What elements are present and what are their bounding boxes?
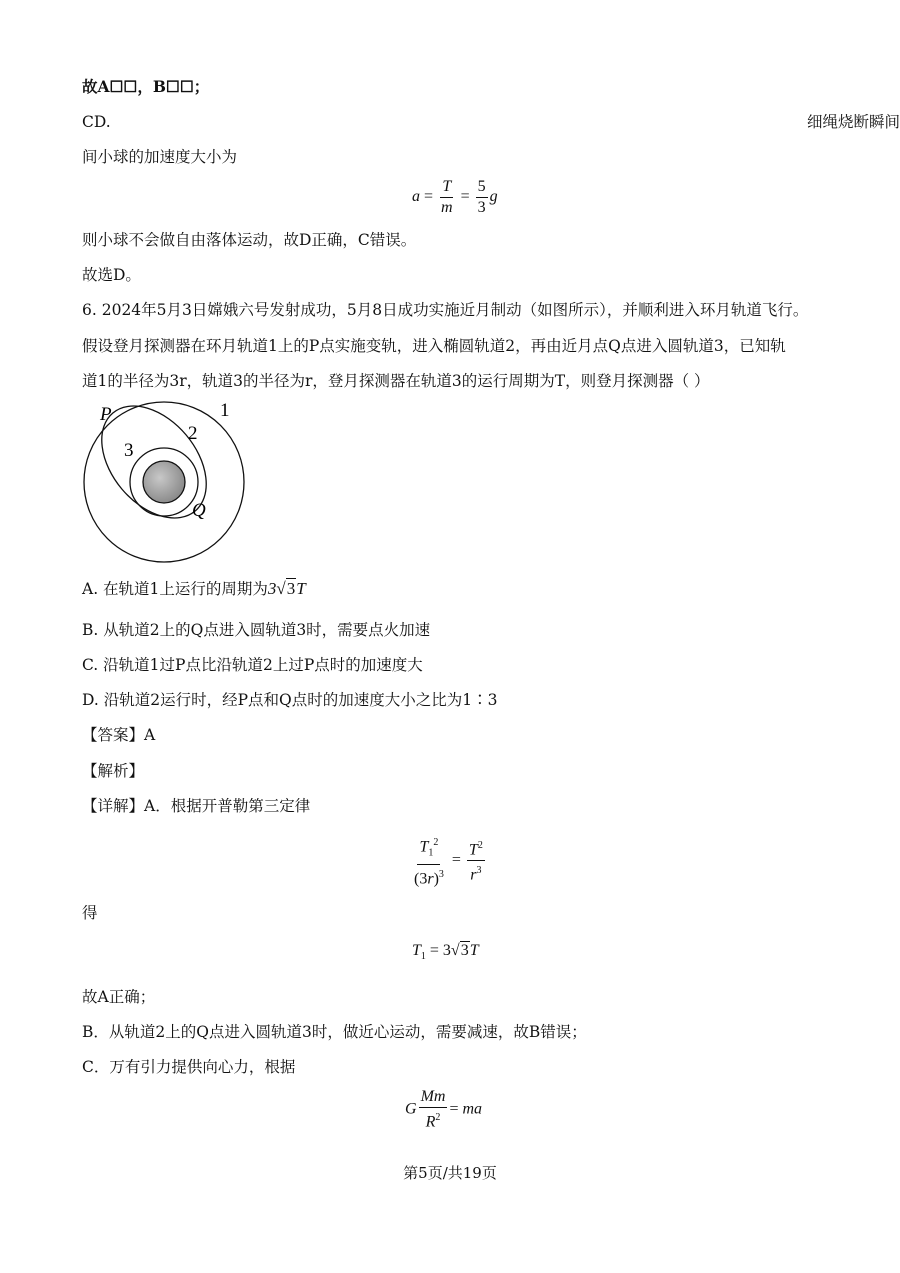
cd-explanation-cont: 间小球的加速度大小为	[82, 148, 238, 166]
explanation-c: C．万有引力提供向心力，根据	[82, 1058, 296, 1076]
option-b: B. 从轨道2上的Q点进入圆轨道3时，需要点火加速	[82, 621, 431, 639]
label-p: P	[100, 404, 112, 425]
de: 得	[82, 904, 98, 922]
label-3: 3	[124, 440, 134, 461]
option-c: C. 沿轨道1过P点比沿轨道2上过P点时的加速度大	[82, 656, 423, 674]
option-cd-label: CD.	[82, 113, 111, 131]
correct-a: 故A正确；	[82, 988, 156, 1006]
explanation-b: B．从轨道2上的Q点进入圆轨道3时，做近心运动，需要减速，故B错误；	[82, 1023, 587, 1041]
detail-a: 【详解】A．根据开普勒第三定律	[82, 797, 311, 815]
label-1: 1	[220, 400, 230, 421]
orbit-diagram	[80, 398, 260, 568]
cd-explanation-start: 细绳烧断瞬间	[806, 113, 900, 131]
formula-gravitation: G $\frac{Mm}{R^2}$ = ma	[405, 1088, 483, 1131]
option-a-math: 3√3T	[267, 579, 306, 598]
formula-acceleration: a = $\frac{T}{m}$ = $\frac{5}{3}$ g	[412, 178, 498, 216]
question-6-line-2: 假设登月探测器在环月轨道1上的P点实施变轨，进入椭圆轨道2，再由近月点Q点进入圆轨道3，已知轨	[82, 337, 786, 355]
formula-t1: $T_1 = 3√3T$	[412, 942, 479, 963]
moon	[143, 461, 185, 503]
label-2: 2	[188, 423, 198, 444]
option-d: D. 沿轨道2运行时，经P点和Q点时的加速度大小之比为1∶3	[82, 691, 498, 709]
choose-d: 故选D。	[82, 266, 141, 284]
label-q: Q	[192, 500, 206, 521]
conclusion-d: 则小球不会做自由落体运动，故D正确，C错误。	[82, 231, 417, 249]
question-6-line-1: 6. 2024年5月3日嫦娥六号发射成功，5月8日成功实施近月制动（如图所示），并顺利进入环月轨道飞行。	[82, 301, 809, 319]
analysis-heading: 【解析】	[82, 762, 145, 780]
option-a: A. 在轨道1上运行的周期为3√3T	[82, 579, 306, 598]
answer: 【答案】A	[82, 726, 156, 744]
page-number: 第5页/共19页	[403, 1164, 497, 1182]
question-6-line-3: 道1的半径为3r，轨道3的半径为r，登月探测器在轨道3的运行周期为T，则登月探测器（ ）	[82, 372, 710, 390]
formula-kepler: $\frac{T_1^2}{(3r)^3}$ = $\frac{T^2}{r^3}$	[410, 834, 487, 888]
prev-conclusion-ab: 故A☐☐，B☐☐；	[82, 77, 210, 96]
